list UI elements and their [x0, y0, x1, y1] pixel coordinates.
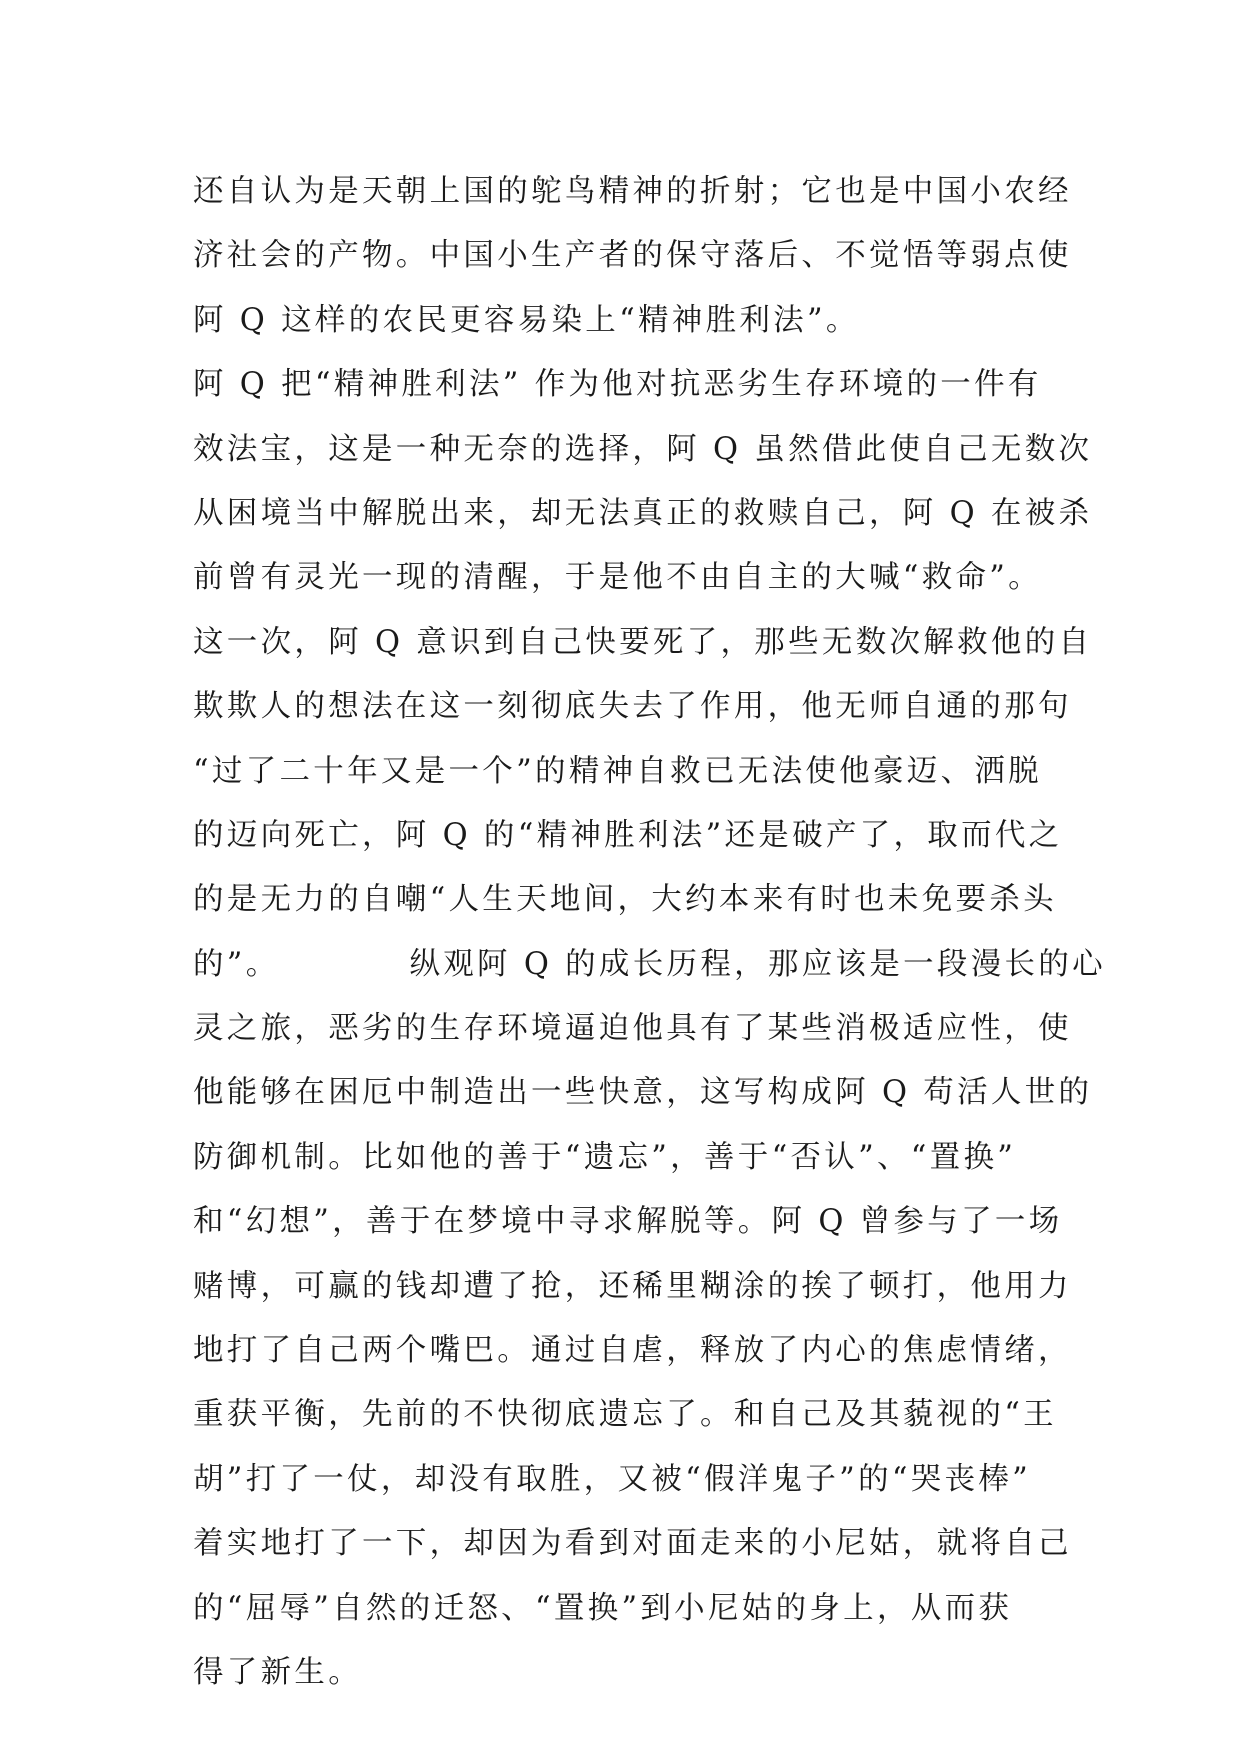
text-line: 赌博，可赢的钱却遭了抢，还稀里糊涂的挨了顿打，他用力: [193, 1268, 1072, 1304]
text-line: 的迈向死亡，阿 Q 的“精神胜利法”还是破产了，取而代之: [193, 817, 1063, 853]
body-text: [193, 160, 1106, 1705]
text-line: 重获平衡，先前的不快彻底遗忘了。和自己及其藐视的“王: [193, 1397, 1057, 1433]
text-line: 效法宝，这是一种无奈的选择，阿 Q 虽然借此使自己无数次: [193, 431, 1093, 467]
text-line: 还自认为是天朝上国的鸵鸟精神的折射；它也是中国小农经: [193, 174, 1072, 209]
text-line: 灵之旅，恶劣的生存环境逼迫他具有了某些消极适应性，使: [193, 1011, 1072, 1047]
text-line: 着实地打了一下，却因为看到对面走来的小尼姑，就将自己: [193, 1526, 1072, 1562]
text-line: 的“屈辱”自然的迁怒、“置换”到小尼姑的身上，从而获: [193, 1590, 1013, 1626]
text-line: 前曾有灵光一现的清醒，于是他不由自主的大喊“救命”。: [193, 560, 1042, 596]
text-line: 这一次，阿 Q 意识到自己快要死了，那些无数次解救他的自: [193, 624, 1093, 660]
text-line: 胡”打了一仗，却没有取胜，又被“假洋鬼子”的“哭丧棒”: [193, 1461, 1032, 1497]
text-line: 阿 Q 这样的农民更容易染上“精神胜利法”。: [193, 302, 860, 338]
text-line: 阿 Q 把“精神胜利法” 作为他对抗恶劣生存环境的一件有: [193, 367, 1042, 403]
text-line: 欺欺人的想法在这一刻彻底失去了作用，他无师自通的那句: [193, 689, 1072, 725]
text-line: 防御机制。比如他的善于“遗忘”，善于“否认”、“置换”: [193, 1139, 1017, 1175]
text-line: 得了新生。: [193, 1654, 362, 1690]
text-line: 和“幻想”，善于在梦境中寻求解脱等。阿 Q 曾参与了一场: [193, 1204, 1063, 1240]
text-line: 从困境当中解脱出来，却无法真正的救赎自己，阿 Q 在被杀: [193, 495, 1093, 531]
text-line: 的是无力的自嘲“人生天地间，大约本来有时也未免要杀头: [193, 882, 1057, 918]
text-line: 的”。 纵观阿 Q 的成长历程，那应该是一段漫长的心: [193, 946, 1106, 982]
text-line: 济社会的产物。中国小生产者的保守落后、不觉悟等弱点使: [193, 238, 1072, 274]
text-line: 地打了自己两个嘴巴。通过自虐，释放了内心的焦虑情绪，: [193, 1333, 1072, 1369]
text-line: 他能够在困厄中制造出一些快意，这写构成阿 Q 苟活人世的: [193, 1075, 1093, 1111]
text-line: “过了二十年又是一个”的精神自救已无法使他豪迈、洒脱: [193, 753, 1042, 789]
